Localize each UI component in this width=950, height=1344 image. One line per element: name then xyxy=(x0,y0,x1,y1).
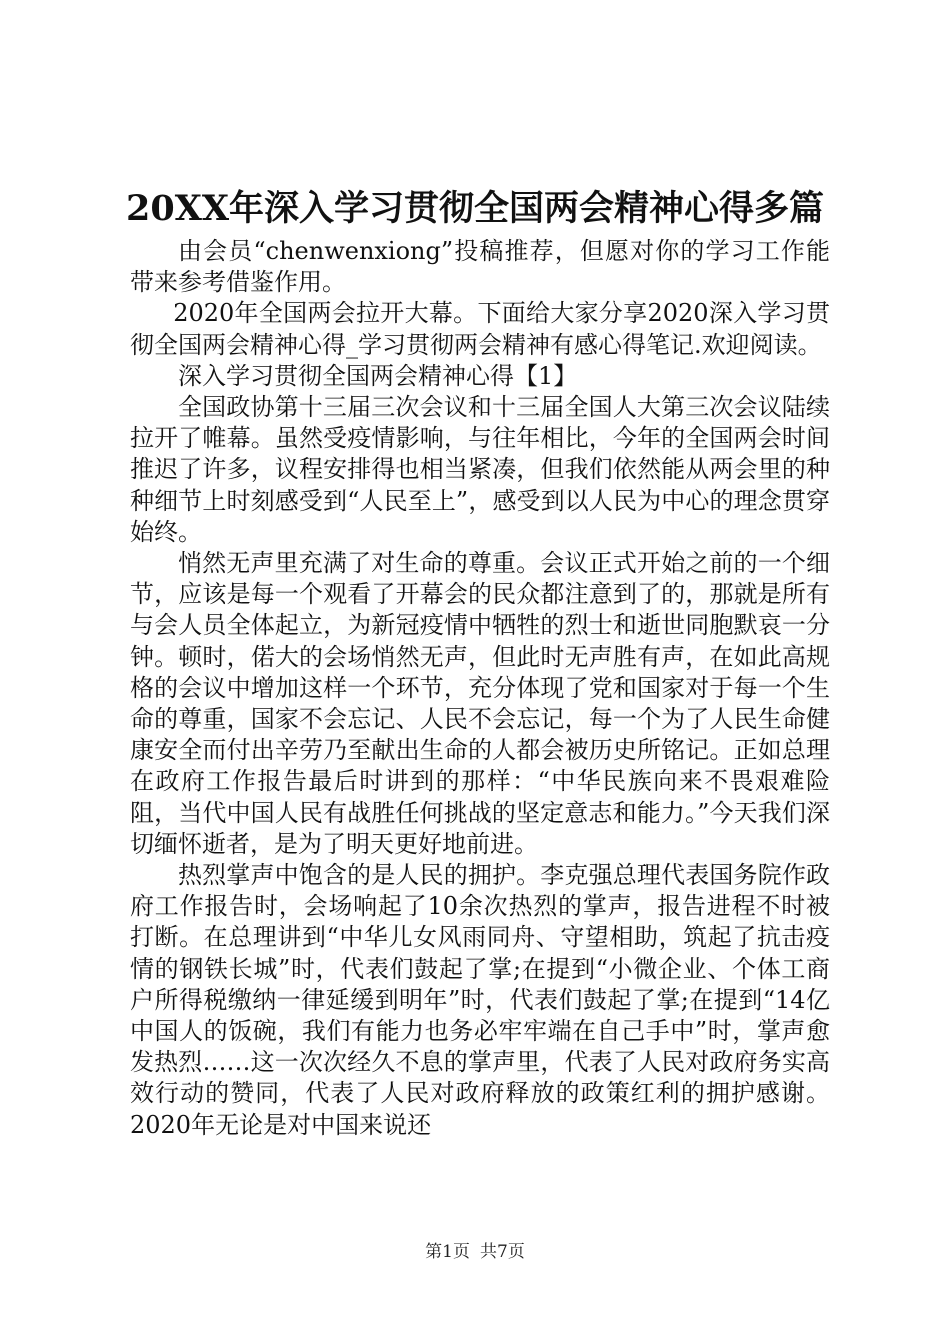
page-footer xyxy=(0,1241,950,1263)
summary-paragraph: 2020年全国两会拉开大幕。下面给大家分享2020深入学习贯彻全国两会精神心得_学习贯彻两会精神有感心得笔记.欢迎阅读。 xyxy=(130,299,830,359)
section-heading: 深入学习贯彻全国两会精神心得【1】 xyxy=(178,361,578,390)
intro-paragraph: 由会员“chenwenxiong”投稿推荐，但愿对你的学习工作能带来参考借鉴作用。 xyxy=(130,237,830,297)
body-paragraph: 热烈掌声中饱含的是人民的拥护。李克强总理代表国务院作政府工作报告时，会场响起了10余次热烈的掌声，报告进程不时被打断。在总理讲到“中华儿女风雨同舟、守望相助，筑起了抗击疫情的钢铁长城”时，代表们鼓起了掌;在提到“小微企业、个体工商户所得税缴纳一律延缓到明年”时，代表们鼓起了掌;在提到“14亿中国人的饭碗，我们有能力也务必牢牢端在自己手中”时，掌声愈发热烈……这一次次经久不息的掌声里，代表了人民对政府务实高效行动的赞同，代表了人民对政府释放的政策红利的拥护感谢。2020年无论是对中国来说还 xyxy=(130,861,830,1139)
document-body xyxy=(130,236,830,1141)
body-paragraph: 全国政协第十三届三次会议和十三届全国人大第三次会议陆续拉开了帷幕。虽然受疫情影响，与往年相比，今年的全国两会时间推迟了许多，议程安排得也相当紧凑，但我们依然能从两会里的种种细节上时刻感受到“人民至上”，感受到以人民为中心的理念贯穿始终。 xyxy=(130,393,830,546)
document-title: 20XX年深入学习贯彻全国两会精神心得多篇 xyxy=(125,188,825,229)
page-number: 第1页 xyxy=(425,1242,470,1262)
page-total: 共7页 xyxy=(480,1242,525,1262)
body-paragraph: 悄然无声里充满了对生命的尊重。会议正式开始之前的一个细节，应该是每一个观看了开幕会的民众都注意到了的，那就是所有与会人员全体起立，为新冠疫情中牺牲的烈士和逝世同胞默哀一分钟。顿时，偌大的会场悄然无声，但此时无声胜有声，在如此高规格的会议中增加这样一个环节，充分体现了党和国家对于每一个生命的尊重，国家不会忘记、人民不会忘记，每一个为了人民生命健康安全而付出辛劳乃至献出生命的人都会被历史所铭记。正如总理在政府工作报告最后时讲到的那样：“中华民族向来不畏艰难险阻，当代中国人民有战胜任何挑战的坚定意志和能力。”今天我们深切缅怀逝者，是为了明天更好地前进。 xyxy=(130,549,830,858)
